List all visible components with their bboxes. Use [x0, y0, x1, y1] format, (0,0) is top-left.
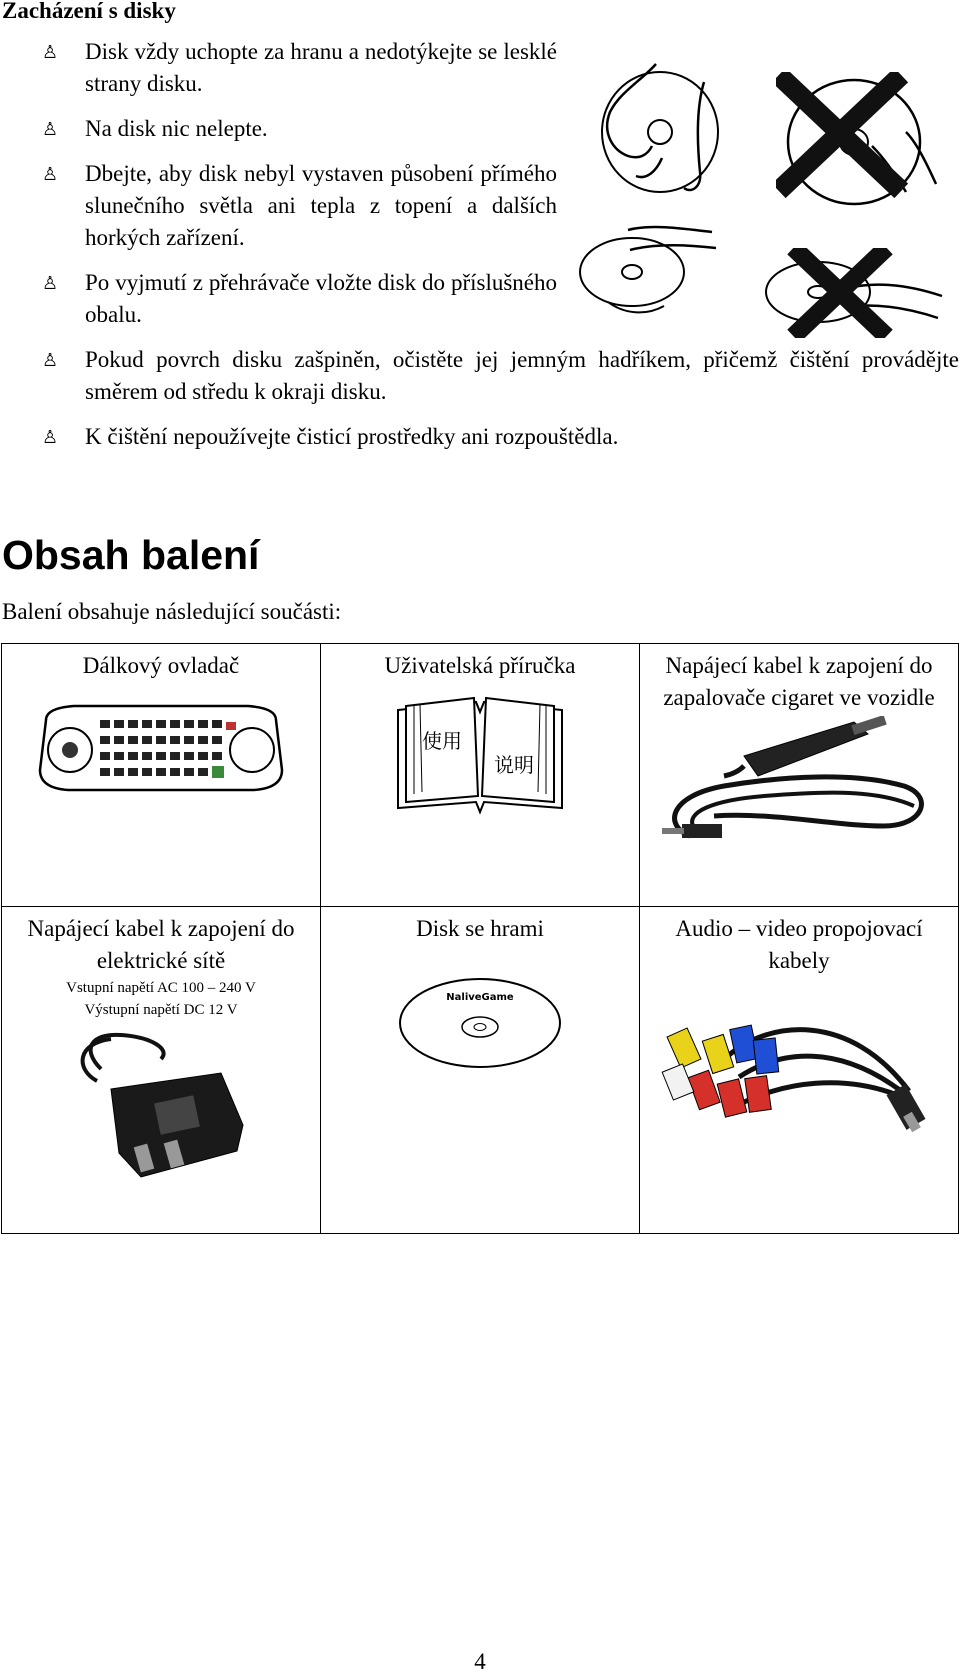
manual-book-icon: [390, 692, 570, 818]
package-item-label: Uživatelská příručka: [384, 653, 576, 678]
package-item: [640, 644, 959, 907]
hand-holding-disc-icon: [592, 62, 724, 202]
bullet-icon: ♙: [42, 42, 59, 62]
output-voltage-text: Výstupní napětí DC 12 V: [84, 1002, 238, 1018]
package-intro: Balení obsahuje následující součásti:: [2, 599, 342, 624]
game-disc-icon: [395, 973, 565, 1073]
package-item-label: Dálkový ovladač: [82, 653, 240, 678]
wrong-disc-touch-icon: [776, 72, 946, 212]
handling-title: Zacházení s disky: [2, 0, 176, 23]
package-item: [2, 907, 321, 1234]
list-item-text: K čištění nepoužívejte čisticí prostředky ani rozpouštědla.: [85, 424, 619, 449]
package-title: Obsah balení: [2, 532, 260, 578]
package-item: [321, 644, 640, 907]
list-item-text: Disk vždy uchopte za hranu a nedotýkejte se lesklé strany disku.: [85, 39, 557, 96]
list-item: [0, 421, 960, 453]
package-item-label: Audio – video propojovací kabely: [675, 916, 923, 973]
car-charger-icon: [654, 716, 944, 846]
wiping-disc-icon: [572, 222, 722, 322]
page-number: 4: [474, 1649, 486, 1674]
package-item: [321, 907, 640, 1234]
list-item-text: Pokud povrch disku zašpiněn, očistěte jej jemným hadříkem, přičemž čištění provádějte směrem od středu k okraji disku.: [85, 347, 959, 404]
remote-control-icon: [34, 700, 288, 796]
list-item-text: Na disk nic nelepte.: [85, 116, 268, 141]
bullet-icon: ♙: [42, 119, 59, 139]
bullet-icon: ♙: [42, 427, 59, 447]
bullet-icon: ♙: [42, 164, 59, 184]
list-item-text: Dbejte, aby disk nebyl vystaven působení přímého slunečního světla ani tepla z topení a dalších horkých zařízení.: [85, 161, 557, 250]
package-item-label: Napájecí kabel k zapojení do zapalovače cigaret ve vozidle: [663, 653, 935, 710]
book-text-2: 说明: [494, 753, 534, 777]
wrong-disc-wipe-icon: [758, 248, 948, 338]
bullet-icon: ♙: [42, 273, 59, 293]
input-voltage-text: Vstupní napětí AC 100 – 240 V: [66, 980, 256, 996]
book-text-1: 使用: [422, 729, 462, 753]
package-contents-table: [1, 643, 959, 1234]
list-item: [0, 344, 960, 408]
ac-adapter-icon: [61, 1029, 261, 1179]
disc-label: NaliveGame: [446, 992, 514, 1003]
list-item-text: Po vyjmutí z přehrávače vložte disk do příslušného obalu.: [85, 270, 557, 327]
package-item-label: Disk se hrami: [416, 916, 544, 941]
bullet-icon: ♙: [42, 350, 59, 370]
table-row: [2, 907, 959, 1234]
package-item-label: Napájecí kabel k zapojení do elektrické sítě: [27, 916, 295, 973]
package-item: [2, 644, 321, 907]
av-cable-icon: [659, 981, 939, 1151]
table-row: [2, 644, 959, 907]
package-item: [640, 907, 959, 1234]
